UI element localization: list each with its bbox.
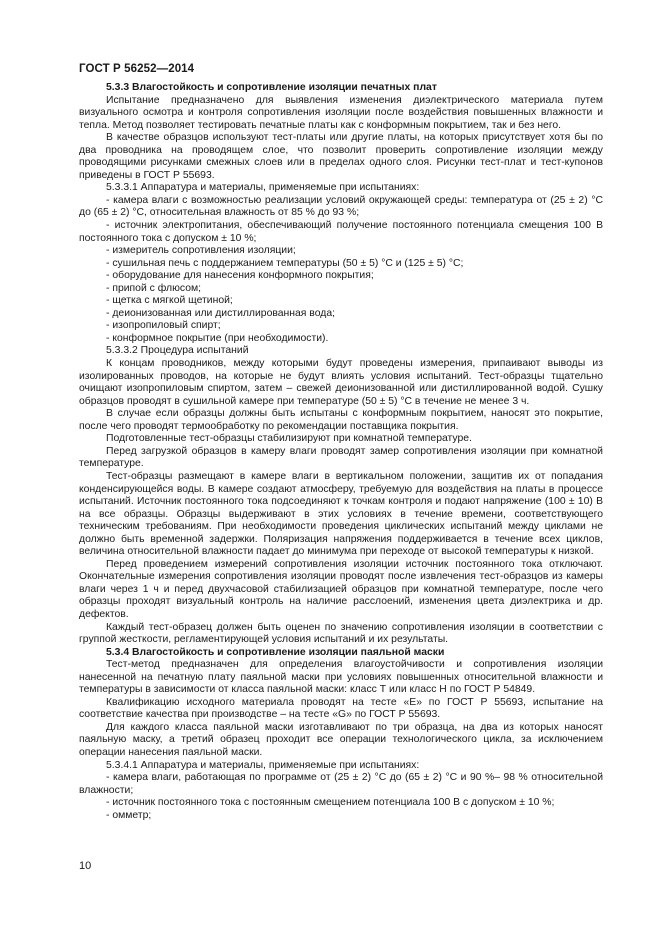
list-item: - деионизованная или дистиллированная вода; bbox=[106, 307, 335, 319]
paragraph: Тест-метод предназначен для определения влагоустойчивости и сопротивления изоляции нанесенной на печатную плату паяльной маски при условиях повышенных относительной влажности и температуры в зависимости от класса паяльной маски: класс Т или класс Н по ГОСТ Р 54849. bbox=[79, 659, 603, 696]
section-heading: 5.3.4 Влагостойкость и сопротивление изоляции паяльной маски bbox=[106, 646, 445, 658]
paragraph: 5.3.4.1 Аппаратура и материалы, применяемые при испытаниях: bbox=[106, 759, 420, 771]
list-item: - источник постоянного тока с постоянным смещением потенциала 100 В с допуском ± 10 %; bbox=[106, 797, 555, 809]
list-item: - измеритель сопротивления изоляции; bbox=[106, 245, 296, 257]
paragraph: Подготовленные тест-образцы стабилизируют при комнатной температуре. bbox=[106, 433, 472, 445]
paragraph: Испытание предназначено для выявления изменения диэлектрического материала путем визуального осмотра и контроля сопротивления изоляции после воздействия повышенных влажности и тепла. Метод позволяет тестировать печатные платы как с конформным покрытием, так и без него. bbox=[79, 94, 603, 131]
paragraph: Каждый тест-образец должен быть оценен по значению сопротивления изоляции в соответствии с группой жесткости, регламентирующей условия испытаний и их результаты. bbox=[79, 621, 603, 646]
list-item: - источник электропитания, обеспечивающий получение постоянного потенциала смещения 100 В постоянного тока с допуском ± 10 %; bbox=[79, 220, 603, 244]
paragraph: Перед загрузкой образцов в камеру влаги проводят замер сопротивления изоляции при комнатной температуре. bbox=[79, 445, 603, 470]
list-item: - конформное покрытие (при необходимости). bbox=[106, 332, 329, 344]
list-item: - щетка с мягкой щетиной; bbox=[106, 295, 233, 307]
list-item: - омметр; bbox=[106, 809, 152, 821]
list-item: - изопропиловый спирт; bbox=[106, 320, 221, 332]
standard-header: ГОСТ Р 56252—2014 bbox=[79, 63, 195, 75]
paragraph: К концам проводников, между которыми будут проведены измерения, припаивают выводы из изолированных проводов, на которые не будут влиять условия испытаний. Тест-образцы тщательно очищают изопропиловым спиртом, затем – свежей деионизованной или дистиллированной водой. Сушку образцов проводят в сушильной камере при температуре (50 ± 5) °С в течение не менее 3 ч. bbox=[79, 358, 603, 407]
paragraph: В случае если образцы должны быть испытаны с конформным покрытием, наносят это покрытие, после чего проводят термообработку по рекомендации поставщика покрытия. bbox=[79, 408, 603, 432]
list-item: - оборудование для нанесения конформного покрытия; bbox=[106, 270, 374, 282]
paragraph: Перед проведением измерений сопротивления изоляции источник постоянного тока отключают. Окончательные измерения сопротивления изоляции проводят после извлечения тест-образцов из камеры влаги через 1 ч и перед двухчасовой стабилизацией образцов при комнатной температуре, после чего образцы проходят визуальный контроль на наличие расслоений, изменения цвета диэлектрика и др. дефектов. bbox=[79, 558, 603, 620]
list-item: - сушильная печь с поддержанием температуры (50 ± 5) °С и (125 ± 5) °С; bbox=[106, 257, 464, 269]
list-item: - припой с флюсом; bbox=[106, 282, 202, 294]
page-number: 10 bbox=[79, 860, 92, 872]
document-body bbox=[79, 82, 603, 822]
paragraph: 5.3.3.1 Аппаратура и материалы, применяемые при испытаниях: bbox=[106, 182, 420, 194]
paragraph: Квалификацию исходного материала проводят на тесте «Е» по ГОСТ Р 55693, испытание на соответствие качества при производстве – на тесте «G» по ГОСТ Р 55693. bbox=[79, 696, 603, 721]
paragraph: Для каждого класса паяльной маски изготавливают по три образца, на два из которых наносят паяльную маску, а третий образец проходит все операции технологического цикла, за исключением операции нанесения паяльной маски. bbox=[79, 721, 603, 758]
paragraph: В качестве образцов используют тест-платы или другие платы, на которых присутствует хотя бы по два проводника на проводящем слое, что позволит проверить сопротивление изоляции между проводящими рисунками смежных слоев или в пределах одного слоя. Рисунки тест-плат и тест-купонов приведены в ГОСТ Р 55693. bbox=[79, 132, 603, 181]
list-item: - камера влаги, работающая по программе от (25 ± 2) °С до (65 ± 2) °С и 90 %– 98 % относительной влажности; bbox=[79, 772, 603, 796]
list-item: - камера влаги с возможностью реализации условий окружающей среды: температура от (25 ± 2) °С до (65 ± 2) °С, относительная влажность от 85 % до 93 %; bbox=[79, 194, 603, 219]
paragraph: Тест-образцы размещают в камере влаги в вертикальном положении, защитив их от попадания конденсирующейся воды. В камере создают атмосферу, требуемую для воздействия на платы в процессе испытаний. Источник постоянного тока подсоединяют к точкам контроля и подают напряжение (100 ± 10) В на все образцы. Образцы выдерживают в этих условиях в течение времени, соответствующего техническим требованиям. При необходимости проведения циклических испытаний между циклами не должно быть временной задержки. Поляризация напряжения поддерживается в течение всех циклов, величина относительной влажности падает до минимума при переходе от высокой температуры к низкой. bbox=[79, 470, 603, 558]
paragraph: 5.3.3.2 Процедура испытаний bbox=[106, 345, 249, 357]
section-heading: 5.3.3 Влагостойкость и сопротивление изоляции печатных плат bbox=[106, 82, 437, 93]
